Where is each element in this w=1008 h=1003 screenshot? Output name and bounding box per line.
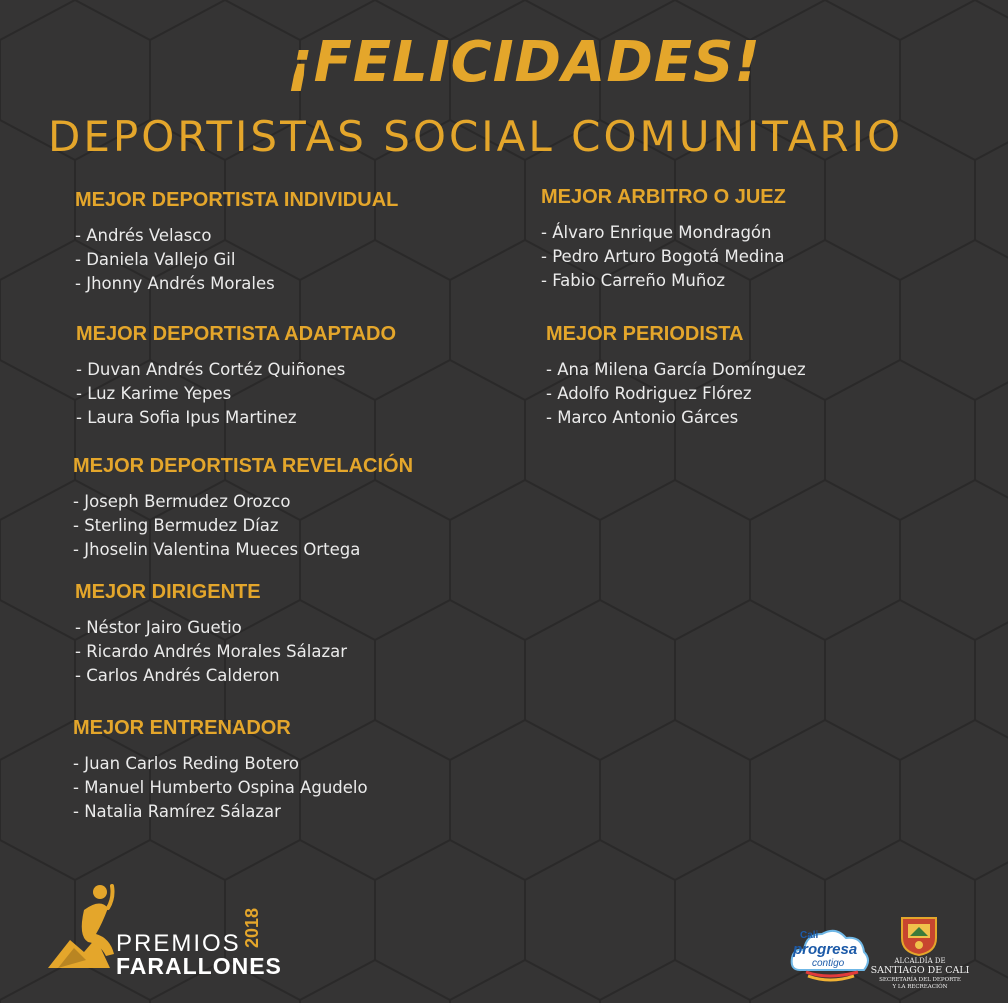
list-item: - Natalia Ramírez Sálazar	[73, 802, 281, 821]
section-mejor-deportista-adaptado	[76, 323, 396, 430]
list-item: - Marco Antonio Gárces	[546, 408, 739, 427]
list-item: - Álvaro Enrique Mondragón	[541, 223, 772, 242]
list-item: - Pedro Arturo Bogotá Medina	[541, 247, 785, 266]
alcaldia-shield-icon	[900, 916, 938, 956]
list-item: - Jhoselin Valentina Mueces Ortega	[73, 540, 361, 559]
section-mejor-dirigente	[75, 581, 347, 688]
list-item: - Duvan Andrés Cortéz Quiñones	[76, 360, 346, 379]
alcaldia-line1: ALCALDÍA DE	[894, 957, 946, 965]
cali-logo-small-text: Cali	[800, 930, 819, 941]
list-item: - Daniela Vallejo Gil	[75, 250, 236, 269]
list-item: - Carlos Andrés Calderon	[75, 666, 280, 685]
section-mejor-entrenador	[73, 717, 368, 824]
alcaldia-line4: Y LA RECREACIÓN	[892, 984, 948, 990]
list-item: - Ana Milena García Domínguez	[546, 360, 806, 379]
list-item: - Sterling Bermudez Díaz	[73, 516, 279, 535]
list-item: - Andrés Velasco	[75, 226, 212, 245]
premios-logo-year: 2018	[242, 907, 262, 948]
list-item: - Manuel Humberto Ospina Agudelo	[73, 778, 368, 797]
section-heading: MEJOR ARBITRO O JUEZ	[541, 186, 786, 208]
section-heading: MEJOR DEPORTISTA ADAPTADO	[76, 323, 397, 345]
section-mejor-deportista-individual	[75, 189, 398, 296]
list-item: - Joseph Bermudez Orozco	[73, 492, 291, 511]
list-item: - Fabio Carreño Muñoz	[541, 271, 726, 290]
alcaldia-line3: SECRETARÍA DEL DEPORTE	[879, 977, 961, 983]
list-item: - Jhonny Andrés Morales	[75, 274, 275, 293]
list-item: - Laura Sofia Ipus Martinez	[76, 408, 297, 427]
page-title: ¡FELICIDADES!	[287, 30, 761, 95]
section-mejor-arbitro-o-juez	[541, 186, 786, 293]
section-mejor-deportista-revelacion	[73, 455, 413, 562]
premios-logo-line2: FARALLONES	[116, 953, 282, 979]
list-item: - Luz Karime Yepes	[76, 384, 232, 403]
premios-logo-line1: PREMIOS	[116, 930, 241, 957]
cali-logo-sub-text: contigo	[812, 958, 845, 969]
section-heading: MEJOR DIRIGENTE	[75, 581, 261, 603]
list-item: - Adolfo Rodriguez Flórez	[546, 384, 752, 403]
section-heading: MEJOR DEPORTISTA REVELACIÓN	[73, 455, 414, 477]
section-heading: MEJOR DEPORTISTA INDIVIDUAL	[75, 189, 399, 211]
list-item: - Ricardo Andrés Morales Sálazar	[75, 642, 348, 661]
alcaldia-line2: SANTIAGO DE CALI	[870, 965, 970, 976]
page-subtitle: DEPORTISTAS SOCIAL COMUNITARIO	[48, 112, 904, 161]
list-item: - Juan Carlos Reding Botero	[73, 754, 299, 773]
section-mejor-periodista	[546, 323, 806, 430]
section-heading: MEJOR PERIODISTA	[546, 323, 744, 345]
list-item: - Néstor Jairo Guetio	[75, 618, 242, 637]
cali-logo-main-text: progresa	[793, 941, 858, 958]
section-heading: MEJOR ENTRENADOR	[73, 717, 291, 739]
